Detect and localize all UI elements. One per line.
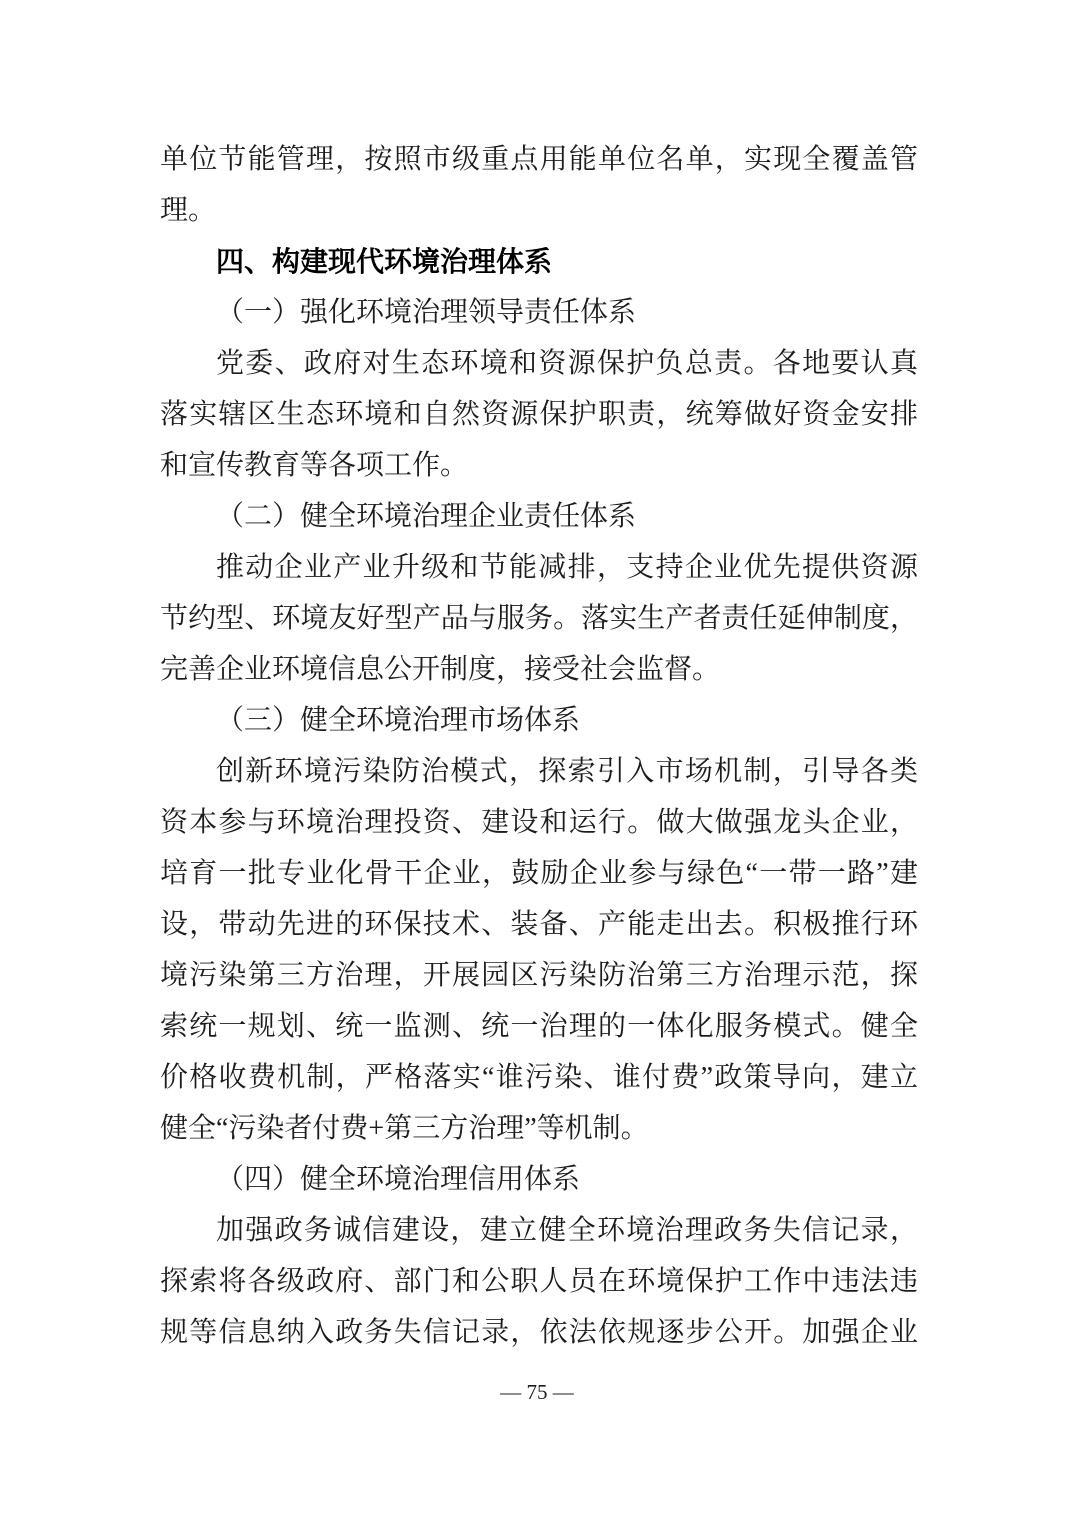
body-text-line: 规等信息纳入政务失信记录，依法依规逐步公开。加强企业 [160,1317,918,1348]
body-text-line: 境污染第三方治理，开展园区污染防治第三方治理示范，探 [160,960,918,991]
chapter-heading: 四、构建现代环境治理体系 [216,246,553,277]
page-number: — 75 — [500,1380,574,1404]
body-text-line: 设，带动先进的环保技术、装备、产能走出去。积极推行环 [160,909,918,940]
body-text-line: 加强政务诚信建设，建立健全环境治理政务失信记录， [216,1215,918,1246]
body-text-line: 资本参与环境治理投资、建设和运行。做大做强龙头企业， [160,807,918,838]
body-text-line: 推动企业产业升级和节能减排，支持企业优先提供资源 [216,552,918,583]
body-text-line: 单位节能管理，按照市级重点用能单位名单，实现全覆盖管 [160,144,918,175]
document-body [160,134,918,1358]
body-text-line: 探索将各级政府、部门和公职人员在环境保护工作中违法违 [160,1266,918,1297]
body-text-line: 党委、政府对生态环境和资源保护负总责。各地要认真 [216,348,918,379]
body-text-line: 和宣传教育等各项工作。 [160,450,469,481]
body-text-line: 创新环境污染防治模式，探索引入市场机制，引导各类 [216,756,918,787]
body-text-line: 理。 [160,195,217,226]
body-text-line: 培育一批专业化骨干企业，鼓励企业参与绿色“一带一路”建 [160,858,918,889]
section-title-2: （二）健全环境治理企业责任体系 [216,501,637,532]
body-text-line: 节约型、环境友好型产品与服务。落实生产者责任延伸制度， [160,603,918,634]
body-text-line: 索统一规划、统一监测、统一治理的一体化服务模式。健全 [160,1011,918,1042]
body-text-line: 落实辖区生态环境和自然资源保护职责，统筹做好资金安排 [160,399,918,430]
body-text-line: 健全“污染者付费+第三方治理”等机制。 [160,1113,649,1144]
body-text-line: 完善企业环境信息公开制度，接受社会监督。 [160,654,721,685]
section-title-4: （四）健全环境治理信用体系 [216,1164,581,1195]
section-title-3: （三）健全环境治理市场体系 [216,705,581,736]
body-text-line: 价格收费机制，严格落实“谁污染、谁付费”政策导向，建立 [160,1062,918,1093]
section-title-1: （一）强化环境治理领导责任体系 [216,297,637,328]
